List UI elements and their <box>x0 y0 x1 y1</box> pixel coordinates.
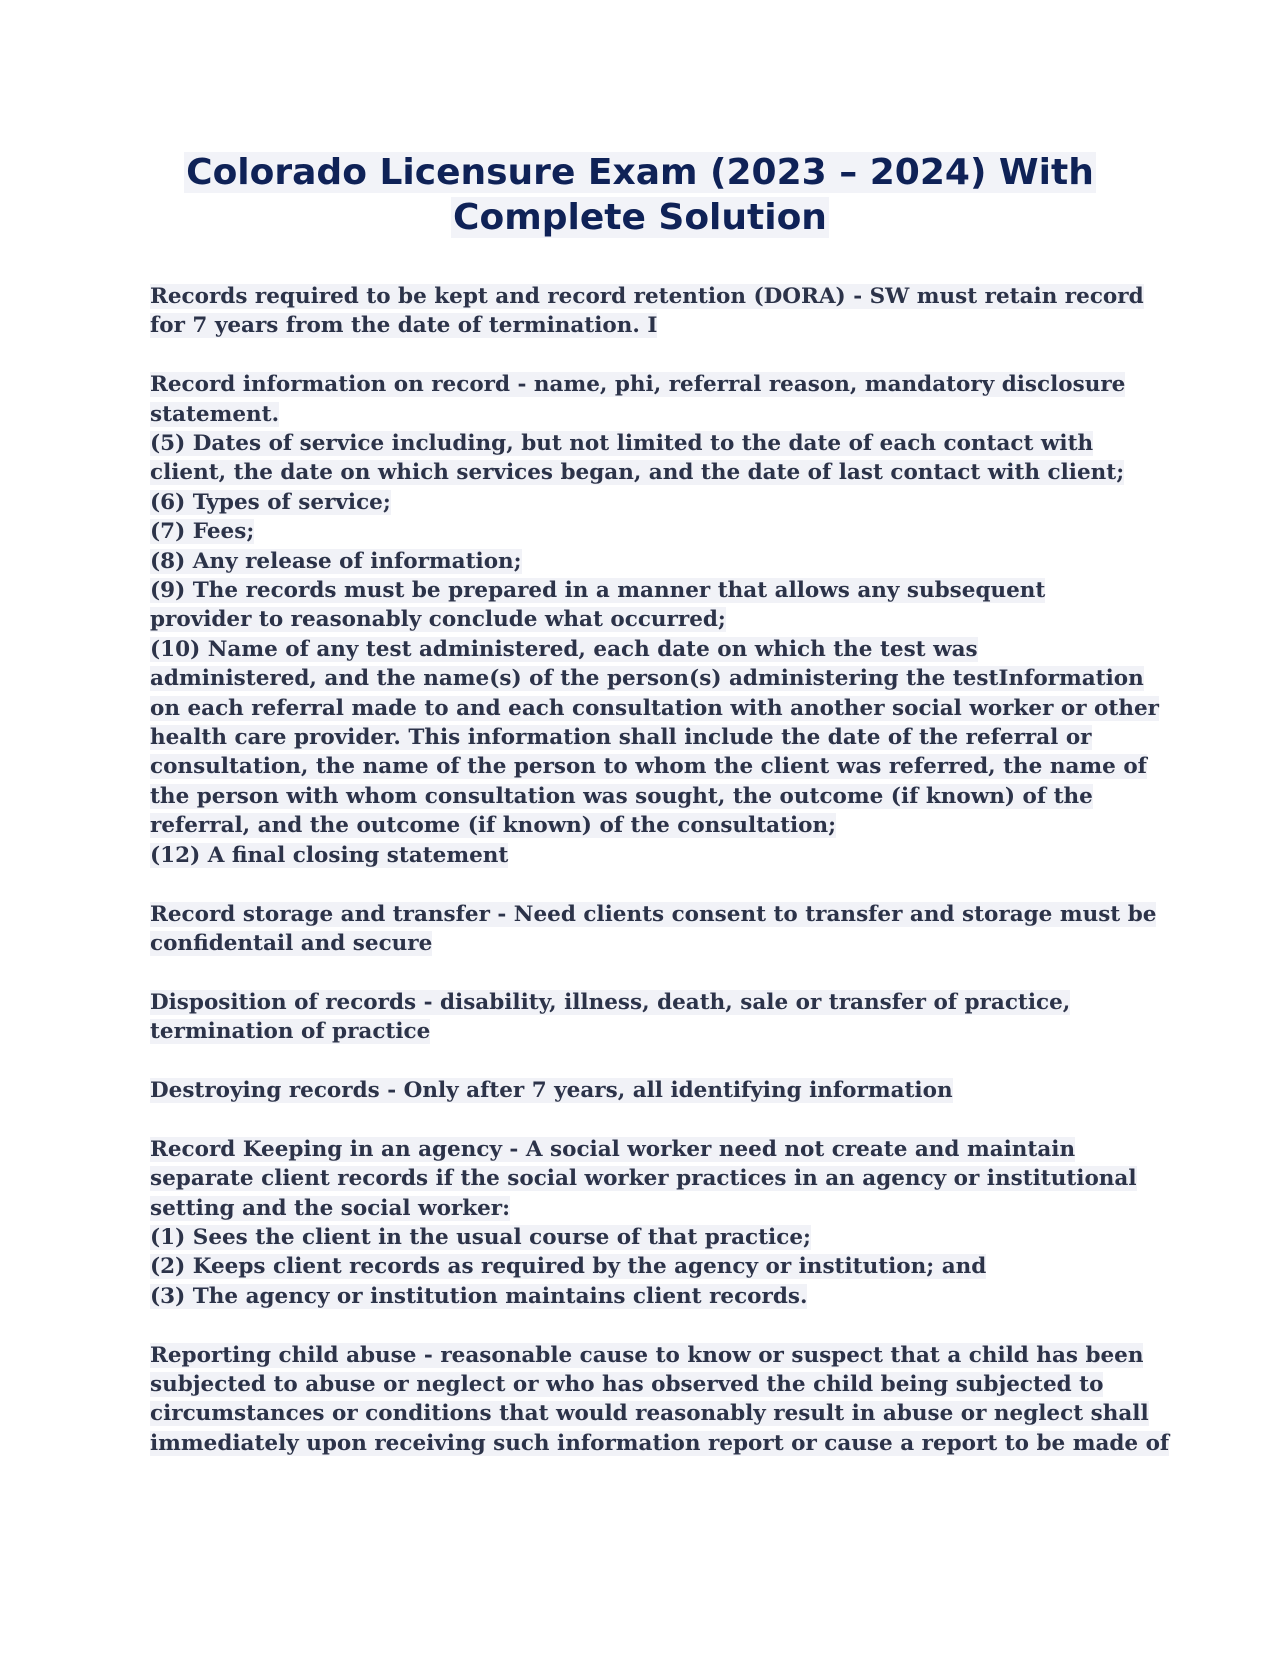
text-line-content: Records required to be kept and record retention (DORA) - SW must retain record <box>150 284 1144 309</box>
paragraph <box>150 370 1159 870</box>
text-line-content: client, the date on which services began, and the date of last contact with client; <box>150 460 1125 486</box>
text-line <box>150 1252 1140 1281</box>
text-line-content: statement. <box>150 401 280 427</box>
text-line <box>150 576 1140 605</box>
paragraph <box>150 282 1144 341</box>
text-line-content: Destroying records - Only after 7 years, all identifying information <box>150 1077 953 1103</box>
text-line <box>150 694 1159 723</box>
text-line <box>150 1194 1140 1223</box>
text-line-content: health care provider. This information shall include the date of the referral or <box>150 725 1092 751</box>
text-line <box>150 1429 1170 1458</box>
text-line-content: (5) Dates of service including, but not limited to the date of each contact with <box>150 431 1094 457</box>
text-line <box>150 458 1140 487</box>
paragraph <box>150 988 1140 1047</box>
text-line-content: (2) Keeps client records as required by the agency or institution; and <box>150 1254 987 1280</box>
text-line <box>150 664 1144 693</box>
text-line-content: administered, and the name(s) of the person(s) administering the testInformation <box>150 666 1144 692</box>
text-line-content: (7) Fees; <box>150 519 255 545</box>
text-line <box>150 282 1144 311</box>
text-line <box>150 635 1140 664</box>
text-line-content: (8) Any release of information; <box>150 548 522 574</box>
text-line-content: separate client records if the social worker practices in an agency or institutional <box>150 1166 1137 1192</box>
text-line <box>150 752 1147 781</box>
text-line-content: Record Keeping in an agency - A social worker need not create and maintain <box>150 1136 1076 1162</box>
text-line-content: Record storage and transfer - Need clients consent to transfer and storage must be <box>150 901 1157 927</box>
text-line <box>150 811 1140 840</box>
text-line-content: (3) The agency or institution maintains client records. <box>150 1283 808 1309</box>
text-line-content: Record information on record - name, phi, referral reason, mandatory disclosure <box>150 372 1126 398</box>
paragraph <box>150 900 1157 959</box>
text-line <box>150 900 1157 929</box>
text-line <box>150 605 1140 634</box>
text-line <box>150 929 1140 958</box>
text-line-content: referral, and the outcome (if known) of the consultation; <box>150 813 837 839</box>
text-line <box>150 1399 1149 1428</box>
text-line <box>150 723 1140 752</box>
text-line-content: immediately upon receiving such information report or cause a report to be made of <box>150 1430 1170 1456</box>
text-line-content: (9) The records must be prepared in a manner that allows any subsequent <box>150 578 1046 604</box>
text-line <box>150 1223 1140 1252</box>
paragraph <box>150 1341 1170 1459</box>
text-line-content: (12) A final closing statement <box>150 842 509 868</box>
text-line <box>150 488 1140 517</box>
text-line <box>150 547 1140 576</box>
text-line <box>150 429 1140 458</box>
text-line-content: for 7 years from the date of termination. I <box>150 313 658 339</box>
text-line <box>150 782 1140 811</box>
text-line <box>150 311 1140 340</box>
text-line-content: termination of practice <box>150 1019 431 1045</box>
title-line: Colorado Licensure Exam (2023 – 2024) With <box>186 152 1094 193</box>
paragraph <box>150 1076 1140 1105</box>
text-line-content: Disposition of records - disability, illness, death, sale or transfer of practice, <box>150 989 1071 1015</box>
document-body <box>150 282 1170 1488</box>
text-line <box>150 400 1140 429</box>
text-line <box>150 1370 1140 1399</box>
paragraph <box>150 1135 1140 1311</box>
text-line <box>150 1135 1140 1164</box>
text-line <box>150 1076 1140 1105</box>
text-line-content: (6) Types of service; <box>150 489 391 515</box>
text-line <box>150 517 1140 546</box>
text-line <box>150 1282 1140 1311</box>
text-line-content: (10) Name of any test administered, each date on which the test was <box>150 636 978 662</box>
text-line-content: on each referral made to and each consultation with another social worker or other <box>150 695 1159 721</box>
text-line <box>150 1341 1144 1370</box>
text-line <box>150 1017 1140 1046</box>
text-line-content: circumstances or conditions that would reasonably result in abuse or neglect shall <box>150 1401 1149 1427</box>
document-title <box>150 150 1130 240</box>
text-line <box>150 841 1140 870</box>
text-line <box>150 370 1140 399</box>
text-line-content: (1) Sees the client in the usual course of that practice; <box>150 1224 811 1250</box>
text-line <box>150 988 1140 1017</box>
text-line-content: subjected to abuse or neglect or who has observed the child being subjected to <box>150 1371 1104 1397</box>
text-line-content: Reporting child abuse - reasonable cause to know or suspect that a child has been <box>150 1342 1144 1368</box>
text-line-content: setting and the social worker: <box>150 1195 511 1221</box>
text-line-content: provider to reasonably conclude what occurred; <box>150 607 726 633</box>
text-line-content: the person with whom consultation was sought, the outcome (if known) of the <box>150 783 1093 809</box>
title-line: Complete Solution <box>453 197 827 238</box>
text-line-content: confidentail and secure <box>150 930 433 956</box>
text-line <box>150 1164 1140 1193</box>
text-line-content: consultation, the name of the person to whom the client was referred, the name of <box>150 754 1147 780</box>
